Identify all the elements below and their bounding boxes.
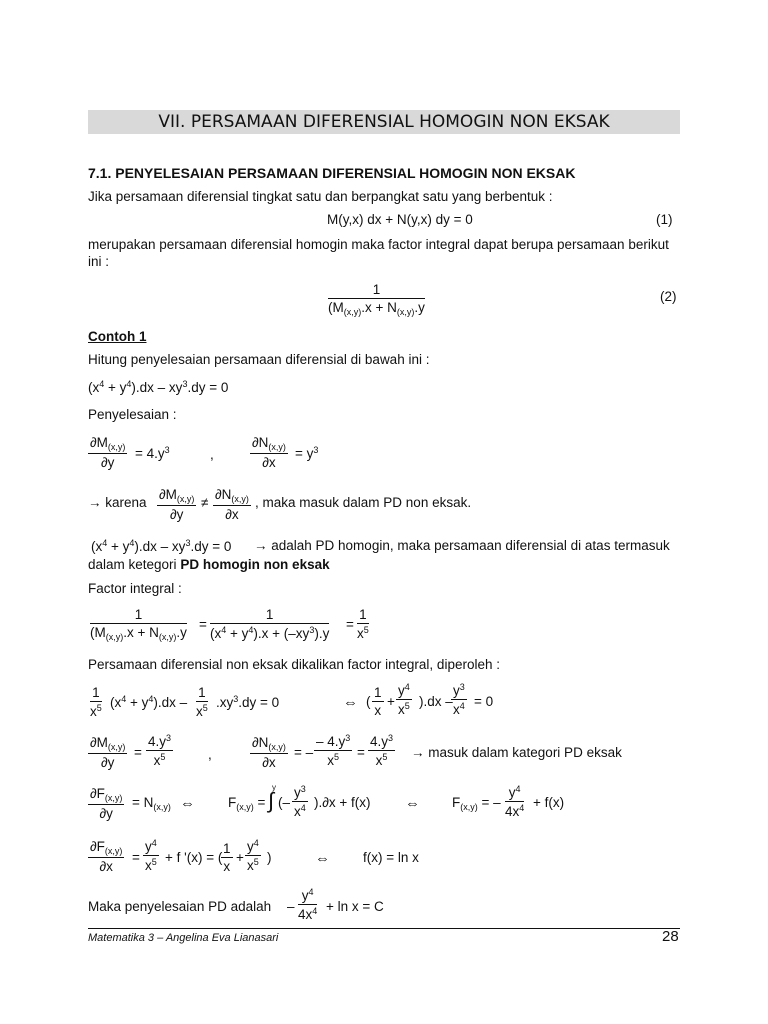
dF-dx-frac-3: $\frac{y^4}{x^5}$: [247, 838, 259, 873]
final-frac: $\frac{y^4}{4x^4}$: [298, 887, 318, 922]
mult-term-4: = 0: [474, 694, 494, 709]
page-number: 28: [662, 928, 679, 945]
equation-1: M(y,x) dx + N(y,x) dy = 0: [327, 212, 473, 227]
karena-dN-dx: $\frac{\partial N_{(x,y)}}{\partial x}$: [215, 487, 249, 522]
example-title: Contoh 1: [88, 329, 147, 344]
final-text: Maka penyelesaian PD adalah: [88, 899, 272, 914]
not-equal-sign: ≠: [201, 495, 209, 510]
integral-upper-limit: y: [272, 783, 276, 792]
arrow-karena: → karena: [88, 495, 147, 510]
exact-dM-dy: $\frac{\partial M_{(x,y)}}{\partial y}$: [90, 735, 126, 770]
multiply-text: Persamaan diferensial non eksak dikalikan factor integral, diperoleh :: [88, 657, 500, 672]
factor-fraction-3: $\frac{1}{x^5}$: [357, 607, 369, 641]
equivalence-arrow-1: ⇔: [343, 694, 358, 711]
plus-1: +: [387, 694, 395, 709]
dN-dx-fraction: $\frac{\partial N_{(x,y)}}{\partial x}$: [252, 435, 286, 470]
mult-frac-2: $\frac{1}{x^5}$: [196, 685, 208, 719]
exact-dN-dx: $\frac{\partial N_{(x,y)}}{\partial x}$: [252, 735, 286, 770]
homogen-note-bold: PD homogin non eksak: [180, 557, 330, 572]
paragraph-2-line-2: ini :: [88, 254, 110, 269]
integral-frac: $\frac{y^3}{x^4}$: [294, 784, 306, 819]
karena-dM-dy: $\frac{\partial M_{(x,y)}}{\partial y}$: [159, 487, 195, 522]
equation-2-denominator: ($M_{(x,y)}.x + N_{(x,y)}.y$: [328, 300, 425, 317]
intro-text: Jika persamaan diferensial tingkat satu dan berpangkat satu yang berbentuk :: [88, 189, 553, 204]
mult-frac-1: $\frac{1}{x^5}$: [90, 685, 102, 719]
equals-2: =: [346, 617, 354, 632]
separator-comma: ,: [210, 447, 214, 462]
F-result-frac: $\frac{y^4}{4x^4}$: [505, 784, 525, 819]
homogen-equation: $(x^4 + y^4).dx - xy^3.dy = 0$: [91, 538, 232, 554]
equals-1: =: [199, 617, 207, 632]
dF-dy: $\frac{\partial F_{(x,y)}}{\partial y}$: [90, 786, 123, 821]
fx-result: f(x) = ln x: [363, 850, 419, 865]
footer-author: Matematika 3 – Angelina Eva Lianasari: [88, 932, 279, 944]
final-minus: –: [287, 899, 295, 914]
dF-dx-close: ): [267, 850, 272, 865]
exact-frac-1: $\frac{4.y^3}{x^5}$: [148, 733, 172, 768]
dF-dx-frac-1: $\frac{y^4}{x^5}$: [145, 838, 157, 873]
footer-divider: [88, 928, 680, 929]
exact-equals-1: =: [134, 745, 142, 760]
equivalence-arrow-3: ⇔: [405, 795, 420, 812]
mult-term-1: $(x^4 + y^4).dx$ –: [110, 694, 188, 710]
paragraph-2-line-1: merupakan persamaan diferensial homogin maka factor integral dapat berupa persamaan berikut: [88, 237, 669, 252]
example-prompt: Hitung penyelesaian persamaan diferensial di bawah ini :: [88, 352, 430, 367]
exact-note: → masuk dalam kategori PD eksak: [411, 745, 622, 760]
exact-equals-2: = –: [294, 745, 314, 760]
homogen-note-line-1: → adalah PD homogin, maka persamaan diferensial di atas termasuk: [254, 538, 670, 553]
integral-tail: ).∂x + f(x): [314, 795, 371, 810]
mult-frac-4: $\frac{y^4}{x^5}$: [398, 682, 410, 717]
dN-dx-value: = $y^3$: [295, 445, 319, 461]
chapter-title: VII. PERSAMAAN DIFERENSIAL HOMOGIN NON EKSAK: [88, 110, 680, 134]
integral-paren: (–: [278, 795, 291, 810]
equivalence-arrow-2: ⇔: [180, 795, 195, 812]
dF-dx-plus: +: [236, 850, 244, 865]
dM-dy-value: = $4.y^3$: [135, 445, 170, 461]
F-result-lhs: $F_{(x,y)}$ = –: [452, 795, 501, 812]
equivalence-arrow-4: ⇔: [315, 850, 330, 867]
solution-label: Penyelesaian :: [88, 407, 177, 422]
equation-2-fraction: [328, 282, 425, 317]
equation-2-number: (2): [660, 289, 677, 304]
mult-term-3: ).dx –: [419, 694, 453, 709]
section-title: 7.1. PENYELESAIAN PERSAMAAN DIFERENSIAL HOMOGIN NON EKSAK: [88, 165, 576, 181]
equation-2-numerator: 1: [328, 282, 425, 299]
F-result-tail: + f(x): [533, 795, 565, 810]
factor-fraction-1: $\frac{1}{(M_{(x,y)}.x + N_{(x,y)}.y}$: [90, 607, 187, 642]
dF-dx-frac-2: $\frac{1}{x}$: [223, 841, 231, 874]
homogen-note-prefix: dalam ketegori: [88, 557, 177, 572]
factor-fraction-2: $\frac{1}{(x^4 + y^4).x + (-xy^3).y}$: [210, 607, 330, 641]
example-equation: $(x^4 + y^4).dx - xy^3.dy = 0$: [88, 379, 229, 395]
dF-dx-middle: + f '(x) = (: [165, 850, 223, 865]
mult-term-2: $.xy^3.dy = 0$: [216, 694, 280, 710]
paren-open-1: (: [366, 694, 371, 709]
mult-frac-3: $\frac{1}{x}$: [374, 685, 382, 718]
equation-1-number: (1): [656, 212, 673, 227]
exact-equals-3: =: [357, 745, 365, 760]
dF-dx: $\frac{\partial F_{(x,y)}}{\partial x}$: [90, 839, 123, 874]
dF-dy-equals: = $N_{(x,y)}$: [132, 795, 171, 812]
homogen-note-line-2: [88, 558, 330, 573]
final-tail: + ln x = C: [326, 899, 384, 914]
dF-dx-equals: =: [132, 850, 140, 865]
dM-dy-fraction: $\frac{\partial M_{(x,y)}}{\partial y}$: [90, 435, 126, 470]
mult-frac-5: $\frac{y^3}{x^4}$: [453, 682, 465, 717]
F-definition-lhs: $F_{(x,y)}$ =: [228, 795, 266, 812]
non-exact-note: , maka masuk dalam PD non eksak.: [255, 495, 472, 510]
exact-frac-2: $\frac{- 4.y^3}{x^5}$: [316, 733, 351, 768]
exact-frac-3: $\frac{4.y^3}{x^5}$: [370, 733, 394, 768]
exact-comma: ,: [208, 747, 212, 762]
integral-sign: ∫: [268, 788, 275, 813]
factor-label: Factor integral :: [88, 581, 182, 596]
